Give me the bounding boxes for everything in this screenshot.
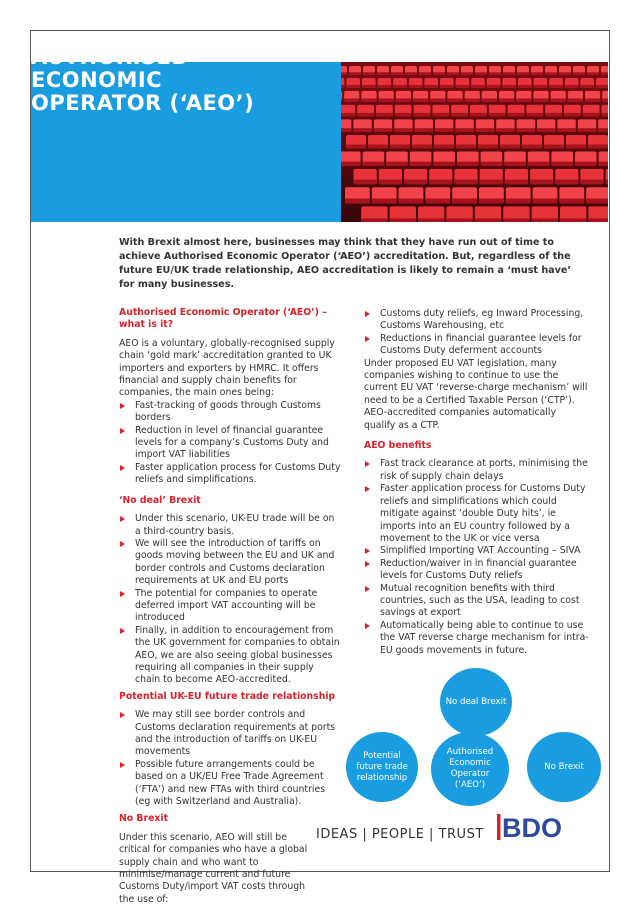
seat-shadow	[346, 85, 360, 88]
seat-shadow	[503, 218, 529, 222]
seat-shadow	[560, 218, 586, 222]
seat-shadow	[516, 99, 531, 102]
list-item: Under this scenario, UK-EU trade will be on a third-country basis.	[119, 513, 341, 538]
seat-shadow	[502, 85, 516, 88]
seat-shadow	[534, 85, 548, 88]
seat-shadow	[518, 85, 532, 88]
seat-shadow	[430, 99, 445, 102]
seat-shadow	[526, 113, 543, 117]
seat-shadow	[455, 128, 473, 132]
seat-shadow	[480, 180, 503, 185]
seat-shadow	[361, 99, 376, 102]
bdo-logo-text: BDO	[502, 813, 562, 842]
seat-shadow	[588, 218, 608, 222]
seat-shadow	[545, 113, 562, 117]
section-heading-aeo-benefits: AEO benefits	[364, 440, 432, 452]
seat-shadow	[601, 72, 608, 75]
seat-shadow	[499, 99, 514, 102]
seat-shadow	[565, 85, 579, 88]
seat-shadow	[505, 180, 528, 185]
seat-shadow	[522, 145, 542, 149]
list-item: We will see the introduction of tariffs on goods moving between the EU and UK and border controls and Customs declaration requirements at UK and EU ports	[119, 538, 341, 588]
vat-paragraph: Under proposed EU VAT legislation, many companies wishing to continue to use the current EU VAT ‘reverse-charge mechanism’ will need to be a Certified Taxable Person (‘CTP’). AEO-accredited companies automatically qualify as a CTP.	[364, 357, 588, 431]
seat-shadow	[395, 113, 412, 117]
seat-shadow	[447, 72, 459, 75]
seat-shadow	[379, 180, 402, 185]
page-title	[31, 46, 291, 115]
seat-shadow	[489, 72, 501, 75]
seat-shadow	[580, 180, 603, 185]
seat-shadow	[446, 218, 472, 222]
seat-shadow	[549, 85, 563, 88]
seat-shadow	[508, 113, 525, 117]
seat-shadow	[496, 128, 514, 132]
seat-shadow	[580, 85, 594, 88]
seat-shadow	[500, 145, 520, 149]
seat-shadow	[363, 162, 385, 166]
seat-shadow	[564, 113, 581, 117]
seat-shadow	[434, 145, 454, 149]
left-column	[119, 307, 341, 906]
seat-shadow	[586, 199, 608, 204]
seat-shadow	[363, 72, 375, 75]
seat-shadow	[471, 85, 485, 88]
seat-shadow	[544, 145, 564, 149]
seat-shadow	[379, 99, 394, 102]
seat-shadow	[357, 113, 374, 117]
seat-shadow	[545, 72, 557, 75]
seat-shadow	[573, 72, 585, 75]
seat-shadow	[361, 218, 387, 222]
seat-shadow	[599, 162, 608, 166]
seat-shadow	[575, 162, 597, 166]
seat-shadow	[551, 162, 573, 166]
seat-shadow	[410, 162, 432, 166]
seat-shadow	[568, 99, 583, 102]
seat-shadow	[517, 128, 535, 132]
seat-shadow	[391, 72, 403, 75]
bullet-list-aeo-benefits	[364, 458, 589, 657]
seat-shadow	[531, 72, 543, 75]
seat-shadow	[404, 180, 427, 185]
diagram-circle-future-trade: Potential future trade relationship	[346, 732, 418, 802]
seat-shadow	[559, 199, 584, 204]
footer-tagline: IDEAS | PEOPLE | TRUST	[316, 827, 484, 842]
seat-shadow	[432, 113, 449, 117]
list-item: The potential for companies to operate deferred import VAT accounting will be introduced	[119, 588, 341, 625]
seat-shadow	[451, 113, 468, 117]
seat-shadow	[456, 85, 470, 88]
seat-shadow	[419, 72, 431, 75]
section-body-no-brexit: Under this scenario, AEO will still be critical for companies who have a global supply chain and who want to minimise/manage current and future Customs Duty/import VAT costs through the use of:	[119, 831, 308, 905]
seat-shadow	[487, 85, 501, 88]
list-item: Reductions in financial guarantee levels for Customs Duty deferment accounts	[364, 333, 589, 358]
seat-shadow	[372, 199, 397, 204]
seat-shadow	[465, 99, 480, 102]
right-column	[364, 308, 589, 657]
seat-shadow	[354, 180, 377, 185]
seat-shadow	[386, 162, 408, 166]
section-heading-what-is-aeo: Authorised Economic Operator (‘AEO’) – what is it?	[119, 307, 327, 331]
seat-shadow	[557, 128, 575, 132]
diagram-circle-no-deal-brexit: No deal Brexit	[440, 668, 512, 736]
seat-shadow	[390, 218, 416, 222]
seat-shadow	[374, 128, 392, 132]
seat-shadow	[377, 72, 389, 75]
intro-paragraph: With Brexit almost here, businesses may think that they have run out of time to achieve Authorised Economic Operator (‘AEO’) accreditation. But, regardless of the future EU/UK trade relationship, AEO accreditation is likely to remain a ‘must have’ for many businesses.	[119, 237, 572, 290]
bullet-list-aeo-benefits-main	[119, 400, 341, 487]
seat-shadow	[461, 72, 473, 75]
seat-shadow	[606, 180, 608, 185]
list-item: Faster application process for Customs Duty reliefs and simplifications.	[119, 462, 341, 487]
stadium-seats-photo	[341, 62, 608, 222]
section-heading-future-relationship: Potential UK-EU future trade relationship	[119, 690, 336, 702]
seat-shadow	[452, 199, 477, 204]
seat-shadow	[399, 199, 424, 204]
seat-shadow	[341, 113, 355, 117]
seat-shadow	[396, 99, 411, 102]
list-item: Possible future arrangements could be based on a UK/EU Free Trade Agreement (‘FTA’) and new FTAs with third countries (eg with Switzerland and Australia).	[119, 759, 341, 809]
seat-shadow	[378, 85, 392, 88]
seat-shadow	[504, 162, 526, 166]
list-item: Reduction/waiver in in financial guarantee levels for Customs Duty reliefs	[364, 558, 589, 583]
seat-shadow	[341, 128, 351, 132]
seat-shadow	[454, 180, 477, 185]
seat-shadow	[344, 99, 359, 102]
section-heading-no-deal: ‘No deal’ Brexit	[119, 494, 201, 506]
seat-shadow	[425, 199, 450, 204]
seat-shadow	[476, 128, 494, 132]
list-item: We may still see border controls and Customs declaration requirements at ports and the introduction of tariffs on UK-EU movements	[119, 709, 341, 759]
seat-shadow	[482, 99, 497, 102]
diagram-circle-no-brexit: No Brexit	[527, 732, 601, 802]
seat-shadow	[440, 85, 454, 88]
title-line-2: ECONOMIC	[31, 68, 163, 92]
seat-shadow	[470, 113, 487, 117]
seat-shadow	[341, 162, 361, 166]
list-item: Customs duty reliefs, eg Inward Processing, Customs Warehousing, etc	[364, 308, 589, 333]
seat-shadow	[353, 128, 371, 132]
seat-shadow	[341, 85, 344, 88]
seat-shadow	[585, 99, 600, 102]
seat-shadow	[341, 99, 342, 102]
seat-shadow	[578, 128, 596, 132]
seat-shadow	[588, 145, 608, 149]
seat-shadow	[435, 128, 453, 132]
seat-shadow	[341, 72, 347, 75]
seat-shadow	[362, 85, 376, 88]
seat-shadow	[414, 113, 431, 117]
seat-shadow	[412, 145, 432, 149]
seat-shadow	[506, 199, 531, 204]
seat-shadow	[533, 199, 558, 204]
seat-shadow	[503, 72, 515, 75]
seat-shadow	[528, 162, 550, 166]
seat-shadow	[429, 180, 452, 185]
section-heading-no-brexit: No Brexit	[119, 813, 169, 825]
seat-shadow	[559, 72, 571, 75]
list-item: Simplified Importing VAT Accounting – SIVA	[364, 545, 589, 557]
stadium-seats-illustration	[341, 62, 608, 222]
seat-shadow	[393, 85, 407, 88]
title-line-3: OPERATOR (‘AEO’)	[31, 91, 255, 115]
seat-shadow	[602, 99, 608, 102]
list-item: Reduction in level of financial guarantee levels for a company’s Customs Duty and import VAT liabilities	[119, 425, 341, 462]
seat-shadow	[418, 218, 444, 222]
seat-shadow	[598, 128, 608, 132]
seat-shadow	[345, 199, 370, 204]
seat-shadow	[376, 113, 393, 117]
bullet-list-duty-reliefs	[364, 308, 589, 358]
seat-shadow	[346, 145, 366, 149]
seat-shadow	[390, 145, 410, 149]
seat-shadow	[349, 72, 361, 75]
seat-shadow	[409, 85, 423, 88]
seat-shadow	[475, 218, 501, 222]
diagram-circle-aeo: Authorised Economic Operator (‘AEO’)	[431, 732, 509, 806]
seat-shadow	[405, 72, 417, 75]
seat-shadow	[413, 99, 428, 102]
seat-shadow	[433, 72, 445, 75]
seat-shadow	[517, 72, 529, 75]
seat-shadow	[566, 145, 586, 149]
seat-shadow	[368, 145, 388, 149]
bdo-logo-mark	[497, 812, 577, 842]
seat-shadow	[479, 199, 504, 204]
seat-shadow	[481, 162, 503, 166]
seat-shadow	[587, 72, 599, 75]
seat-shadow	[602, 113, 608, 117]
seat-shadow	[415, 128, 433, 132]
seat-shadow	[532, 218, 558, 222]
list-item: Finally, in addition to encouragement from the UK government for companies to obtain AEO, we are also seeing global businesses requiring all companies in their supply chain to become AEO-accredited.	[119, 625, 341, 687]
seat-shadow	[530, 180, 553, 185]
seat-shadow	[533, 99, 548, 102]
seat-shadow	[457, 162, 479, 166]
seat-shadow	[596, 85, 608, 88]
list-item: Fast-tracking of goods through Customs borders	[119, 400, 341, 425]
seat-shadow	[456, 145, 476, 149]
list-item: Fast track clearance at ports, minimising the risk of supply chain delays	[364, 458, 589, 483]
seat-shadow	[489, 113, 506, 117]
seat-shadow	[424, 85, 438, 88]
seat-shadow	[551, 99, 566, 102]
seat-shadow	[583, 113, 600, 117]
list-item: Automatically being able to continue to use the VAT reverse charge mechanism for intra-EU goods movements in future.	[364, 620, 589, 657]
bullet-list-no-deal	[119, 513, 341, 687]
seat-shadow	[537, 128, 555, 132]
seat-shadow	[394, 128, 412, 132]
section-body-what-is-aeo: AEO is a voluntary, globally-recognised supply chain ‘gold mark’ accreditation granted to UK importers and exporters by HMRC. It offers financial and supply chain benefits for companies, the main ones being:	[119, 337, 335, 399]
list-item: Mutual recognition benefits with third countries, such as the USA, leading to cost savings at export	[364, 583, 589, 620]
seat-shadow	[433, 162, 455, 166]
seat-shadow	[478, 145, 498, 149]
title-line-1: AUTHORISED	[31, 45, 190, 69]
bullet-list-future-relationship	[119, 709, 341, 808]
seat-shadow	[475, 72, 487, 75]
seat-shadow	[447, 99, 462, 102]
seat-shadow	[555, 180, 578, 185]
list-item: Faster application process for Customs Duty reliefs and simplifications which could mitigate against ‘double Duty hits’, ie imports into an EU country followed by a movement to the UK or vice versa	[364, 483, 589, 545]
bdo-logo	[497, 812, 577, 842]
